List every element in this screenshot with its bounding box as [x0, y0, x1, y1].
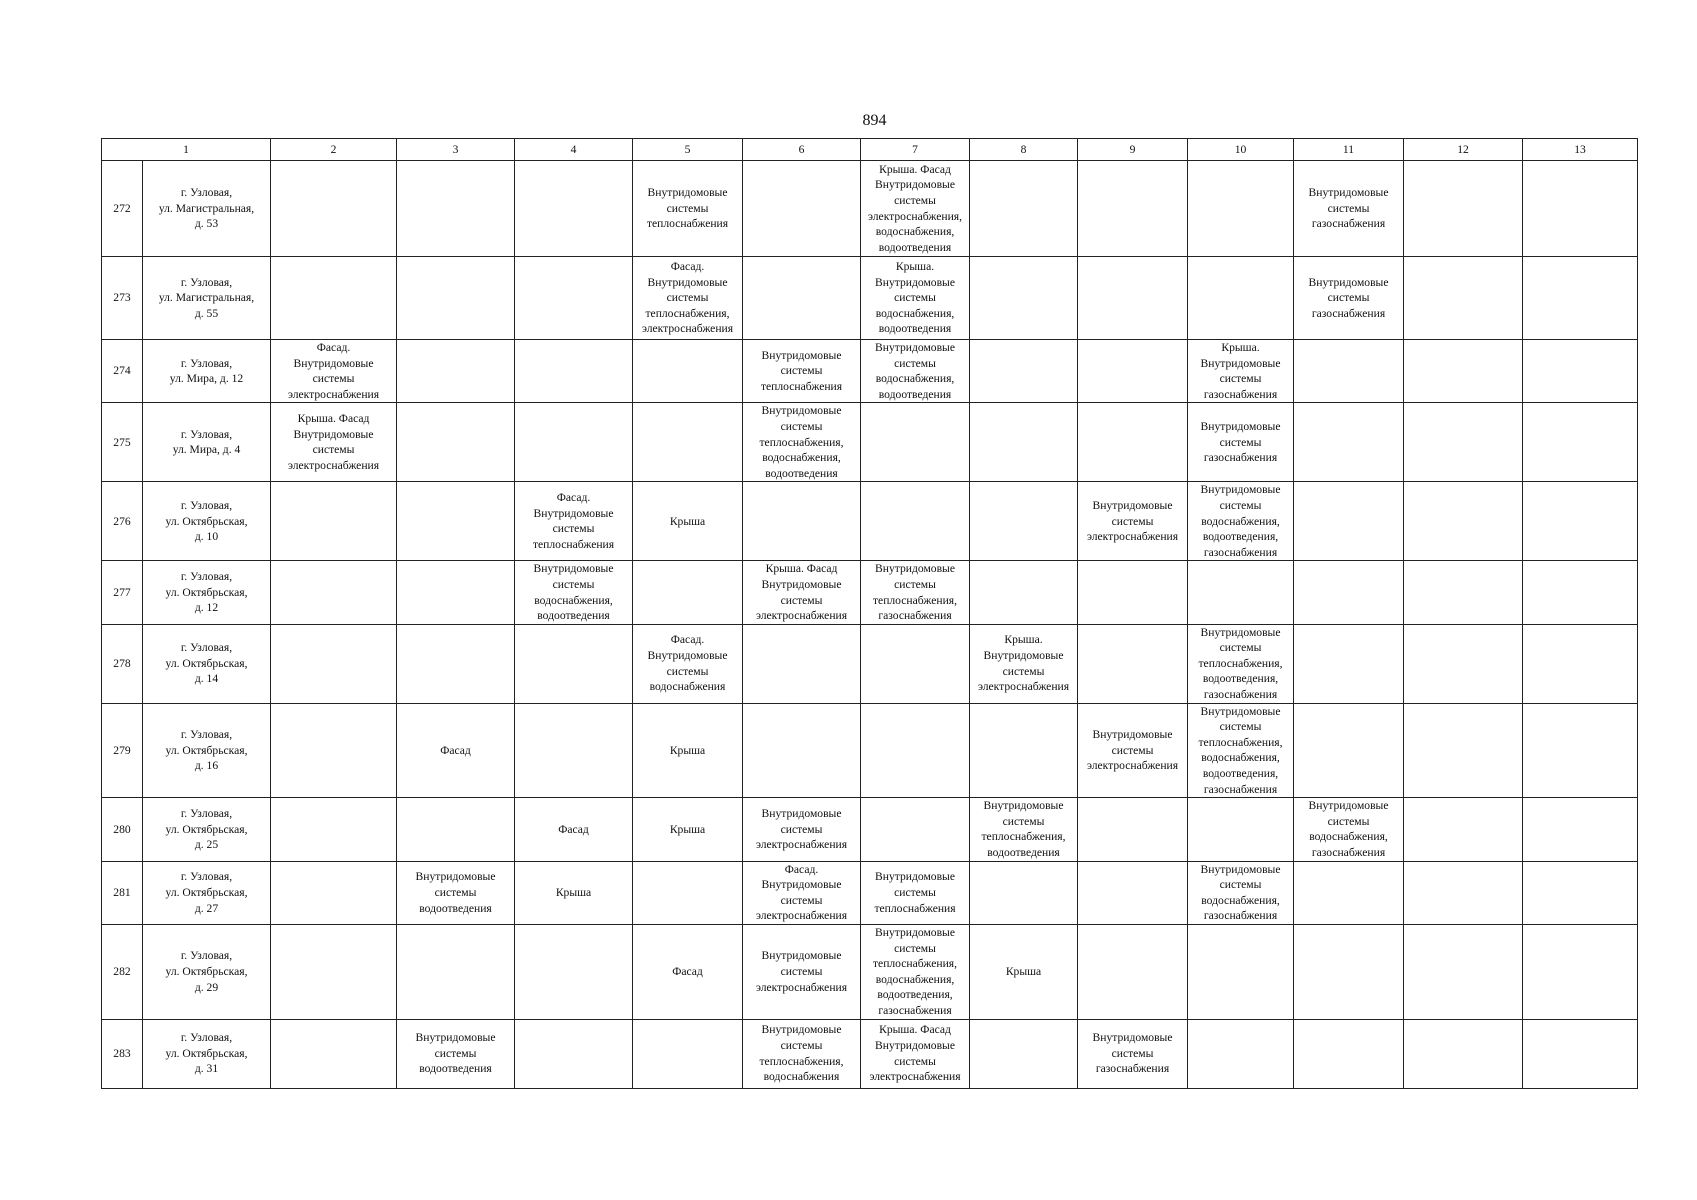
work-cell-col-5: [633, 1019, 743, 1088]
work-cell-col-12: [1404, 703, 1523, 798]
work-text: Внутридомовые системы теплоснабжения, водоснабжения, водоотведения, газоснабжения: [1198, 704, 1283, 796]
work-cell-col-5: [633, 624, 743, 703]
work-cell-col-3: [397, 924, 515, 1019]
work-cell-col-4: [515, 1019, 633, 1088]
table-row: [102, 340, 1638, 403]
address-cell: [143, 257, 271, 340]
column-header-5: 5: [633, 139, 743, 161]
work-cell-col-10: [1188, 1019, 1294, 1088]
work-cell-col-2: [271, 624, 397, 703]
work-cell-col-7: [861, 798, 970, 861]
work-cell-col-9: [1078, 798, 1188, 861]
work-cell-col-10: [1188, 624, 1294, 703]
work-cell-col-9: [1078, 1019, 1188, 1088]
work-cell-col-2: [271, 403, 397, 482]
work-cell-col-13: [1523, 703, 1638, 798]
work-cell-col-11: [1294, 861, 1404, 924]
work-cell-col-7: [861, 403, 970, 482]
work-cell-col-11: [1294, 161, 1404, 257]
work-text: Внутридомовые системы электроснабжения: [1086, 728, 1179, 773]
work-cell-col-11: [1294, 403, 1404, 482]
work-cell-col-11: [1294, 624, 1404, 703]
work-cell-col-8: [970, 798, 1078, 861]
table-header: [102, 139, 1638, 161]
work-cell-col-4: [515, 340, 633, 403]
work-cell-col-4: [515, 403, 633, 482]
work-cell-col-7: [861, 257, 970, 340]
work-cell-col-12: [1404, 861, 1523, 924]
work-cell-col-7: [861, 1019, 970, 1088]
work-text: Внутридомовые системы газоснабжения: [1308, 186, 1389, 231]
column-header-13: 13: [1523, 139, 1638, 161]
work-cell-col-5: [633, 340, 743, 403]
work-text: Внутридомовые системы теплоснабжения: [874, 870, 956, 915]
work-cell-col-5: [633, 257, 743, 340]
work-cell-col-7: [861, 161, 970, 257]
work-cell-col-2: [271, 340, 397, 403]
work-cell-col-9: [1078, 161, 1188, 257]
address-text: г. Узловая, ул. Октябрьская, д. 31: [165, 1031, 248, 1076]
work-cell-col-6: [743, 561, 861, 624]
work-text: Внутридомовые системы теплоснабжения, водоснабжения, водоотведения: [759, 404, 844, 480]
work-cell-col-6: [743, 624, 861, 703]
work-cell-col-3: [397, 482, 515, 561]
work-cell-col-13: [1523, 1019, 1638, 1088]
column-header-7: 7: [861, 139, 970, 161]
work-cell-col-6: [743, 257, 861, 340]
work-text: Крыша: [1005, 964, 1042, 978]
work-cell-col-7: [861, 861, 970, 924]
table-row: [102, 257, 1638, 340]
work-cell-col-5: [633, 482, 743, 561]
table-row: [102, 561, 1638, 624]
row-number: 282: [102, 924, 143, 1019]
table-row: [102, 798, 1638, 861]
work-text: Внутридомовые системы водоотведения: [415, 870, 496, 915]
work-cell-col-3: [397, 1019, 515, 1088]
work-cell-col-3: [397, 703, 515, 798]
work-cell-col-10: [1188, 340, 1294, 403]
work-text: Крыша: [669, 514, 706, 528]
address-text: г. Узловая, ул. Октябрьская, д. 10: [165, 498, 248, 544]
work-cell-col-4: [515, 561, 633, 624]
work-cell-col-2: [271, 161, 397, 257]
row-number: 283: [102, 1019, 143, 1088]
work-text: Крыша. Фасад Внутридомовые системы электроснабжения, водоснабжения, водоотведения: [868, 162, 963, 254]
work-cell-col-6: [743, 403, 861, 482]
work-cell-col-7: [861, 340, 970, 403]
work-cell-col-8: [970, 861, 1078, 924]
work-cell-col-6: [743, 861, 861, 924]
work-cell-col-8: [970, 561, 1078, 624]
work-cell-col-11: [1294, 1019, 1404, 1088]
work-text: Внутридомовые системы теплоснабжения, водоотведения: [981, 799, 1066, 859]
work-text: Крыша. Фасад Внутридомовые системы электроснабжения: [869, 1023, 961, 1084]
work-cell-col-12: [1404, 924, 1523, 1019]
work-cell-col-4: [515, 257, 633, 340]
work-cell-col-7: [861, 924, 970, 1019]
address-cell: [143, 1019, 271, 1088]
work-cell-col-2: [271, 924, 397, 1019]
column-header-3: 3: [397, 139, 515, 161]
work-cell-col-4: [515, 861, 633, 924]
work-cell-col-2: [271, 798, 397, 861]
work-text: Внутридомовые системы теплоснабжения, водоотведения, газоснабжения: [1198, 625, 1283, 702]
work-cell-col-11: [1294, 924, 1404, 1019]
work-cell-col-6: [743, 161, 861, 257]
work-cell-col-11: [1294, 703, 1404, 798]
table-body: [102, 161, 1638, 1089]
row-number: 279: [102, 703, 143, 798]
work-cell-col-8: [970, 1019, 1078, 1088]
address-text: г. Узловая, ул. Октябрьская, д. 14: [165, 641, 248, 686]
work-cell-col-13: [1523, 403, 1638, 482]
address-cell: [143, 624, 271, 703]
work-cell-col-9: [1078, 703, 1188, 798]
address-text: г. Узловая, ул. Мира, д. 12: [169, 356, 244, 386]
column-header-10: 10: [1188, 139, 1294, 161]
work-text: Фасад: [672, 964, 703, 978]
column-header-4: 4: [515, 139, 633, 161]
work-text: Внутридомовые системы электроснабжения: [755, 807, 848, 852]
work-cell-col-11: [1294, 340, 1404, 403]
work-cell-col-8: [970, 340, 1078, 403]
work-text: Фасад: [440, 743, 471, 757]
work-cell-col-4: [515, 924, 633, 1019]
work-text: Внутридомовые системы теплоснабжения, водоснабжения, водоотведения, газоснабжения: [872, 925, 958, 1017]
address-cell: [143, 403, 271, 482]
column-header-12: 12: [1404, 139, 1523, 161]
work-cell-col-11: [1294, 482, 1404, 561]
address-cell: [143, 482, 271, 561]
table-row: [102, 482, 1638, 561]
work-cell-col-13: [1523, 624, 1638, 703]
work-cell-col-12: [1404, 340, 1523, 403]
table-row: [102, 624, 1638, 703]
work-text: Фасад. Внутридомовые системы электроснабжения: [287, 341, 380, 401]
work-cell-col-12: [1404, 624, 1523, 703]
work-cell-col-8: [970, 257, 1078, 340]
work-cell-col-2: [271, 257, 397, 340]
work-cell-col-6: [743, 798, 861, 861]
work-cell-col-7: [861, 482, 970, 561]
address-text: г. Узловая, ул. Октябрьская, д. 27: [165, 870, 248, 915]
work-cell-col-2: [271, 1019, 397, 1088]
work-cell-col-9: [1078, 257, 1188, 340]
address-cell: [143, 798, 271, 861]
column-header-8: 8: [970, 139, 1078, 161]
work-cell-col-13: [1523, 340, 1638, 403]
work-cell-col-3: [397, 161, 515, 257]
work-cell-col-4: [515, 624, 633, 703]
work-cell-col-4: [515, 703, 633, 798]
row-number: 278: [102, 624, 143, 703]
work-cell-col-9: [1078, 924, 1188, 1019]
header-row: [102, 139, 1638, 161]
work-text: Внутридомовые системы водоснабжения, водоотведения: [533, 562, 614, 623]
work-cell-col-11: [1294, 798, 1404, 861]
work-cell-col-5: [633, 161, 743, 257]
work-cell-col-10: [1188, 403, 1294, 482]
work-text: Внутридомовые системы водоотведения: [415, 1031, 496, 1076]
work-cell-col-9: [1078, 624, 1188, 703]
work-cell-col-3: [397, 861, 515, 924]
work-cell-col-12: [1404, 403, 1523, 482]
work-cell-col-8: [970, 624, 1078, 703]
work-cell-col-2: [271, 561, 397, 624]
work-cell-col-5: [633, 561, 743, 624]
work-text: Внутридомовые системы газоснабжения: [1200, 419, 1281, 465]
work-text: Крыша: [669, 743, 706, 757]
address-cell: [143, 161, 271, 257]
work-cell-col-12: [1404, 161, 1523, 257]
work-cell-col-10: [1188, 561, 1294, 624]
work-cell-col-3: [397, 624, 515, 703]
row-number: 274: [102, 340, 143, 403]
work-cell-col-10: [1188, 703, 1294, 798]
row-number: 275: [102, 403, 143, 482]
work-cell-col-8: [970, 403, 1078, 482]
work-text: Внутридомовые системы водоснабжения, газоснабжения: [1308, 799, 1389, 859]
row-number: 273: [102, 257, 143, 340]
work-text: Фасад. Внутридомовые системы теплоснабжения: [532, 491, 615, 551]
work-cell-col-12: [1404, 1019, 1523, 1088]
work-cell-col-5: [633, 861, 743, 924]
work-text: Внутридомовые системы теплоснабжения, водоснабжения: [759, 1023, 844, 1084]
address-text: г. Узловая, ул. Октябрьская, д. 25: [165, 807, 248, 852]
work-text: Крыша: [555, 885, 592, 899]
table-row: [102, 861, 1638, 924]
work-cell-col-12: [1404, 798, 1523, 861]
work-cell-col-9: [1078, 561, 1188, 624]
table-row: [102, 924, 1638, 1019]
address-cell: [143, 703, 271, 798]
address-text: г. Узловая, ул. Магистральная, д. 55: [158, 275, 255, 320]
work-cell-col-13: [1523, 161, 1638, 257]
column-header-9: 9: [1078, 139, 1188, 161]
work-cell-col-12: [1404, 482, 1523, 561]
work-cell-col-2: [271, 482, 397, 561]
work-cell-col-13: [1523, 482, 1638, 561]
work-cell-col-13: [1523, 861, 1638, 924]
work-text: Крыша: [669, 822, 706, 836]
repair-schedule-table: [101, 138, 1638, 1089]
column-header-6: 6: [743, 139, 861, 161]
address-text: г. Узловая, ул. Октябрьская, д. 29: [165, 949, 248, 994]
table-row: [102, 403, 1638, 482]
work-cell-col-5: [633, 703, 743, 798]
work-cell-col-10: [1188, 257, 1294, 340]
work-cell-col-9: [1078, 482, 1188, 561]
address-text: г. Узловая, ул. Октябрьская, д. 12: [165, 570, 248, 615]
work-text: Фасад: [558, 822, 589, 836]
work-cell-col-7: [861, 624, 970, 703]
work-cell-col-8: [970, 161, 1078, 257]
work-text: Крыша. Фасад Внутридомовые системы электроснабжения: [755, 562, 848, 623]
address-text: г. Узловая, ул. Октябрьская, д. 16: [165, 728, 248, 773]
work-text: Внутридомовые системы теплоснабжения, газоснабжения: [872, 562, 958, 623]
work-cell-col-2: [271, 861, 397, 924]
work-cell-col-13: [1523, 798, 1638, 861]
row-number: 277: [102, 561, 143, 624]
work-cell-col-7: [861, 703, 970, 798]
work-cell-col-9: [1078, 403, 1188, 482]
row-number: 272: [102, 161, 143, 257]
work-text: Фасад. Внутридомовые системы теплоснабжения, электроснабжения: [641, 260, 734, 336]
address-cell: [143, 561, 271, 624]
work-text: Внутридомовые системы теплоснабжения: [646, 186, 729, 231]
work-cell-col-10: [1188, 924, 1294, 1019]
work-cell-col-12: [1404, 257, 1523, 340]
work-cell-col-11: [1294, 561, 1404, 624]
work-cell-col-8: [970, 703, 1078, 798]
work-cell-col-10: [1188, 861, 1294, 924]
work-cell-col-6: [743, 1019, 861, 1088]
work-cell-col-13: [1523, 257, 1638, 340]
row-number: 281: [102, 861, 143, 924]
page-number: 894: [862, 112, 887, 129]
table-row: [102, 161, 1638, 257]
work-cell-col-8: [970, 924, 1078, 1019]
address-text: г. Узловая, ул. Мира, д. 4: [172, 427, 241, 457]
address-cell: [143, 924, 271, 1019]
work-cell-col-5: [633, 924, 743, 1019]
work-text: Внутридомовые системы водоснабжения, водоотведения, газоснабжения: [1200, 483, 1281, 559]
row-number: 276: [102, 482, 143, 561]
work-cell-col-5: [633, 403, 743, 482]
work-text: Внутридомовые системы газоснабжения: [1092, 1031, 1173, 1076]
work-text: Фасад. Внутридомовые системы водоснабжения: [647, 633, 728, 694]
work-cell-col-10: [1188, 482, 1294, 561]
work-cell-col-6: [743, 340, 861, 403]
column-header-11: 11: [1294, 139, 1404, 161]
table-row: [102, 1019, 1638, 1088]
work-cell-col-10: [1188, 161, 1294, 257]
table-row: [102, 703, 1638, 798]
work-text: Внутридомовые системы водоснабжения, газоснабжения: [1200, 862, 1281, 923]
work-cell-col-8: [970, 482, 1078, 561]
work-cell-col-10: [1188, 798, 1294, 861]
column-header-2: 2: [271, 139, 397, 161]
work-text: Внутридомовые системы теплоснабжения: [760, 348, 843, 393]
work-cell-col-3: [397, 403, 515, 482]
work-cell-col-4: [515, 482, 633, 561]
work-text: Крыша. Фасад Внутридомовые системы электроснабжения: [287, 412, 380, 472]
column-header-1: 1: [102, 139, 271, 161]
work-cell-col-3: [397, 561, 515, 624]
work-text: Внутридомовые системы электроснабжения: [755, 949, 848, 994]
work-cell-col-3: [397, 340, 515, 403]
address-text: г. Узловая, ул. Магистральная, д. 53: [158, 186, 255, 231]
work-cell-col-13: [1523, 924, 1638, 1019]
work-cell-col-9: [1078, 861, 1188, 924]
row-number: 280: [102, 798, 143, 861]
work-text: Крыша. Внутридомовые системы газоснабжения: [1200, 341, 1281, 401]
work-text: Крыша. Внутридомовые системы электроснабжения: [977, 633, 1070, 694]
work-cell-col-4: [515, 161, 633, 257]
work-text: Внутридомовые системы газоснабжения: [1308, 275, 1389, 320]
address-cell: [143, 340, 271, 403]
work-cell-col-12: [1404, 561, 1523, 624]
work-cell-col-5: [633, 798, 743, 861]
work-cell-col-3: [397, 798, 515, 861]
work-text: Крыша. Внутридомовые системы водоснабжения, водоотведения: [875, 260, 955, 336]
work-cell-col-13: [1523, 561, 1638, 624]
work-text: Внутридомовые системы водоснабжения, водоотведения: [875, 341, 955, 401]
work-cell-col-7: [861, 561, 970, 624]
work-cell-col-3: [397, 257, 515, 340]
work-cell-col-4: [515, 798, 633, 861]
work-text: Фасад. Внутридомовые системы электроснабжения: [755, 862, 848, 923]
work-cell-col-2: [271, 703, 397, 798]
work-cell-col-11: [1294, 257, 1404, 340]
work-cell-col-6: [743, 703, 861, 798]
work-cell-col-6: [743, 482, 861, 561]
address-cell: [143, 861, 271, 924]
work-cell-col-9: [1078, 340, 1188, 403]
work-cell-col-6: [743, 924, 861, 1019]
work-text: Внутридомовые системы электроснабжения: [1086, 498, 1179, 544]
